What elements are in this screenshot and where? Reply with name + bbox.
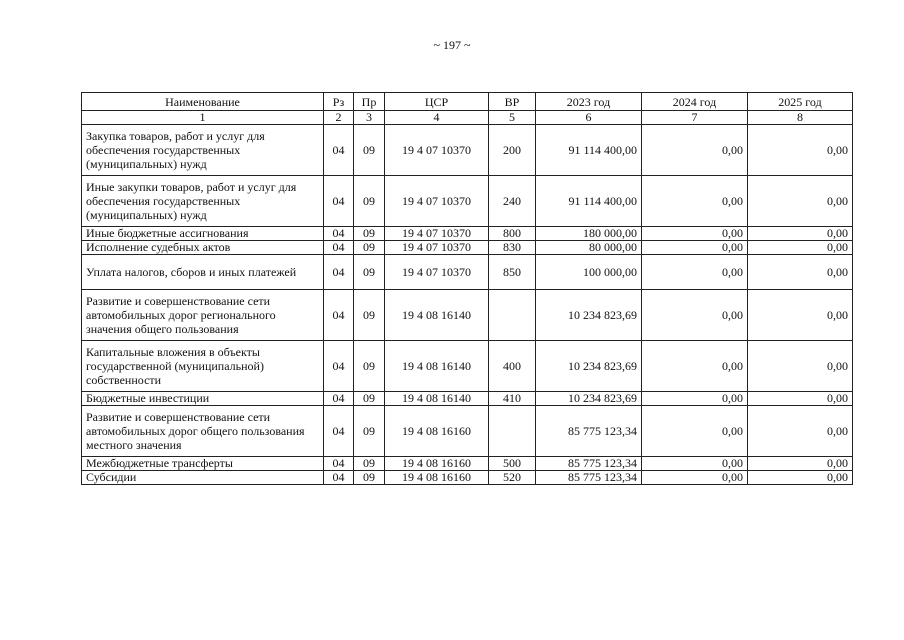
- name-cell: Капитальные вложения в объекты государственной (муниципальной) собственности: [82, 341, 324, 392]
- amount-2023-cell: 100 000,00: [536, 255, 642, 290]
- table-row: [82, 255, 853, 290]
- amount-2023-cell: 85 775 123,34: [536, 457, 642, 471]
- name-cell: Бюджетные инвестиции: [82, 392, 324, 406]
- header-cell: 2023 год: [536, 93, 642, 111]
- name-cell: Иные закупки товаров, работ и услуг для обеспечения государственных (муниципальных) нужд: [82, 176, 324, 227]
- column-number-cell: 6: [536, 111, 642, 125]
- amount-2025-cell: 0,00: [748, 471, 853, 485]
- budget-table: [81, 92, 853, 485]
- table-row: [82, 392, 853, 406]
- column-number-cell: 7: [642, 111, 748, 125]
- header-cell: ВР: [489, 93, 536, 111]
- pr-cell: 09: [354, 125, 385, 176]
- pr-cell: 09: [354, 341, 385, 392]
- name-cell: Межбюджетные трансферты: [82, 457, 324, 471]
- rz-cell: 04: [324, 176, 354, 227]
- amount-2025-cell: 0,00: [748, 290, 853, 341]
- table-row: [82, 341, 853, 392]
- page-number: ~ 197 ~: [433, 38, 471, 52]
- table-row: [82, 471, 853, 485]
- csr-cell: 19 4 08 16160: [385, 471, 489, 485]
- csr-cell: 19 4 08 16140: [385, 392, 489, 406]
- csr-cell: 19 4 08 16160: [385, 406, 489, 457]
- amount-2023-cell: 91 114 400,00: [536, 125, 642, 176]
- header-cell: Пр: [354, 93, 385, 111]
- amount-2024-cell: 0,00: [642, 241, 748, 255]
- pr-cell: 09: [354, 241, 385, 255]
- header-row: [82, 93, 853, 111]
- vr-cell: 800: [489, 227, 536, 241]
- rz-cell: 04: [324, 406, 354, 457]
- amount-2024-cell: 0,00: [642, 176, 748, 227]
- rz-cell: 04: [324, 255, 354, 290]
- table-row: [82, 125, 853, 176]
- amount-2024-cell: 0,00: [642, 406, 748, 457]
- name-cell: Развитие и совершенствование сети автомобильных дорог общего пользования местного значения: [82, 406, 324, 457]
- rz-cell: 04: [324, 471, 354, 485]
- amount-2025-cell: 0,00: [748, 255, 853, 290]
- name-cell: Исполнение судебных актов: [82, 241, 324, 255]
- amount-2023-cell: 10 234 823,69: [536, 341, 642, 392]
- rz-cell: 04: [324, 457, 354, 471]
- amount-2024-cell: 0,00: [642, 341, 748, 392]
- csr-cell: 19 4 08 16160: [385, 457, 489, 471]
- amount-2023-cell: 85 775 123,34: [536, 471, 642, 485]
- table-row: [82, 290, 853, 341]
- rz-cell: 04: [324, 227, 354, 241]
- pr-cell: 09: [354, 457, 385, 471]
- column-number-cell: 5: [489, 111, 536, 125]
- amount-2024-cell: 0,00: [642, 227, 748, 241]
- column-number-cell: 1: [82, 111, 324, 125]
- vr-cell: 400: [489, 341, 536, 392]
- csr-cell: 19 4 07 10370: [385, 241, 489, 255]
- amount-2024-cell: 0,00: [642, 125, 748, 176]
- pr-cell: 09: [354, 176, 385, 227]
- pr-cell: 09: [354, 255, 385, 290]
- table-row: [82, 457, 853, 471]
- header-cell: 2025 год: [748, 93, 853, 111]
- amount-2025-cell: 0,00: [748, 392, 853, 406]
- csr-cell: 19 4 07 10370: [385, 255, 489, 290]
- csr-cell: 19 4 07 10370: [385, 125, 489, 176]
- amount-2024-cell: 0,00: [642, 457, 748, 471]
- column-number-cell: 2: [324, 111, 354, 125]
- table-row: [82, 241, 853, 255]
- column-number-row: [82, 111, 853, 125]
- column-number-cell: 8: [748, 111, 853, 125]
- name-cell: Субсидии: [82, 471, 324, 485]
- pr-cell: 09: [354, 227, 385, 241]
- name-cell: Закупка товаров, работ и услуг для обеспечения государственных (муниципальных) нужд: [82, 125, 324, 176]
- amount-2023-cell: 80 000,00: [536, 241, 642, 255]
- header-cell: Наименование: [82, 93, 324, 111]
- header-cell: 2024 год: [642, 93, 748, 111]
- amount-2023-cell: 91 114 400,00: [536, 176, 642, 227]
- table-row: [82, 406, 853, 457]
- rz-cell: 04: [324, 290, 354, 341]
- rz-cell: 04: [324, 341, 354, 392]
- rz-cell: 04: [324, 125, 354, 176]
- amount-2024-cell: 0,00: [642, 392, 748, 406]
- amount-2024-cell: 0,00: [642, 290, 748, 341]
- csr-cell: 19 4 07 10370: [385, 176, 489, 227]
- vr-cell: 200: [489, 125, 536, 176]
- amount-2025-cell: 0,00: [748, 406, 853, 457]
- pr-cell: 09: [354, 471, 385, 485]
- rz-cell: 04: [324, 241, 354, 255]
- amount-2025-cell: 0,00: [748, 241, 853, 255]
- vr-cell: 410: [489, 392, 536, 406]
- vr-cell: 520: [489, 471, 536, 485]
- amount-2024-cell: 0,00: [642, 255, 748, 290]
- amount-2024-cell: 0,00: [642, 471, 748, 485]
- column-number-cell: 3: [354, 111, 385, 125]
- table-row: [82, 176, 853, 227]
- table-row: [82, 227, 853, 241]
- csr-cell: 19 4 08 16140: [385, 341, 489, 392]
- pr-cell: 09: [354, 392, 385, 406]
- amount-2023-cell: 85 775 123,34: [536, 406, 642, 457]
- amount-2025-cell: 0,00: [748, 125, 853, 176]
- rz-cell: 04: [324, 392, 354, 406]
- name-cell: Уплата налогов, сборов и иных платежей: [82, 255, 324, 290]
- name-cell: Развитие и совершенствование сети автомобильных дорог регионального значения общего пользования: [82, 290, 324, 341]
- header-cell: ЦСР: [385, 93, 489, 111]
- amount-2025-cell: 0,00: [748, 457, 853, 471]
- vr-cell: 830: [489, 241, 536, 255]
- vr-cell: 240: [489, 176, 536, 227]
- amount-2023-cell: 180 000,00: [536, 227, 642, 241]
- pr-cell: 09: [354, 290, 385, 341]
- amount-2023-cell: 10 234 823,69: [536, 290, 642, 341]
- vr-cell: 500: [489, 457, 536, 471]
- csr-cell: 19 4 08 16140: [385, 290, 489, 341]
- vr-cell: 850: [489, 255, 536, 290]
- vr-cell: [489, 290, 536, 341]
- amount-2025-cell: 0,00: [748, 341, 853, 392]
- pr-cell: 09: [354, 406, 385, 457]
- csr-cell: 19 4 07 10370: [385, 227, 489, 241]
- amount-2023-cell: 10 234 823,69: [536, 392, 642, 406]
- column-number-cell: 4: [385, 111, 489, 125]
- header-cell: Рз: [324, 93, 354, 111]
- vr-cell: [489, 406, 536, 457]
- name-cell: Иные бюджетные ассигнования: [82, 227, 324, 241]
- amount-2025-cell: 0,00: [748, 227, 853, 241]
- amount-2025-cell: 0,00: [748, 176, 853, 227]
